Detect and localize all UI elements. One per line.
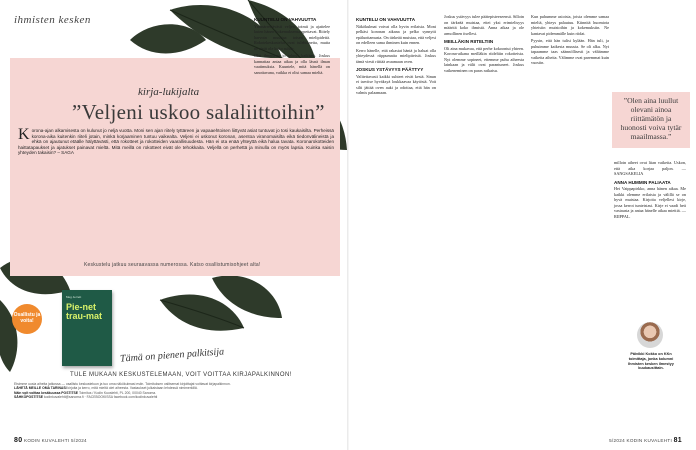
paragraph: Olet ilmeisesti jo tehnyt kaikkesi. Joskus kannattaa antaa aikaa ja olla läsnä ilman vaatimuksia. Kuuntele, mitä hänellä on sanottavana, vaikka et olisi samaa mieltä. bbox=[254, 53, 330, 75]
drop-cap: K bbox=[18, 126, 30, 143]
paragraph: Joskus ystävyys tulee päätepisteeseensä. Silloin on tärkeää muistaa, ettei yksi erimielisyys määritä koko ihmistä. Anna aikaa ja ole armollinen itsellesi. bbox=[444, 14, 524, 36]
paragraph: Kun puhumme asioista, joista olemme samaa mieltä, yhteys palautuu. Kiinnitä huomiota yhteisiin muistoihin ja kokemuksiin. Ne kantavat pidemmälle kuin riidat. bbox=[531, 14, 609, 36]
columnist-avatar bbox=[637, 322, 663, 348]
paragraph: Valitettavasti kaikki suhteet eivät kestä. Sinun ei tarvitse hyväksyä loukkaavaa käytöstä. Voit silti jättää oven auki ja odottaa, että hän on valmis palaamaan. bbox=[356, 73, 436, 95]
subheading: KUUNTELU ON VAHVUUTTA bbox=[254, 17, 317, 22]
instructions-intro: Etsimme uusia aiheita jatkossa — osallistu keskusteluun ja tuo oma näkökulmasi esiin. Toimituksen valitsemat kirjoittajat voittavat kirjapalkinnon. bbox=[14, 382, 231, 386]
page-footer-right bbox=[609, 437, 682, 444]
text-column-2 bbox=[356, 14, 436, 98]
subheading: KUNTELU ON VAHVUUTTA bbox=[356, 17, 416, 22]
page-footer-left bbox=[14, 437, 87, 444]
paragraph: Pyysin, että hän tulisi kylään. Hän tuli, ja puhuimme kaikesta muusta. Se oli alku. Nyt tapaamme taas säännöllisesti ja vältämme vaikeita aiheita. Välimme ovat paremmat kuin vuosiin. bbox=[531, 38, 609, 65]
subheading: MEILLÄKIN RIITELTIIN bbox=[444, 39, 494, 44]
prize-title: Tämä on pienen palkitsija bbox=[119, 346, 225, 365]
participation-note: Keskustelu jatkuu seuraavassa numerossa. Katso osallistumisohjeet alta! bbox=[84, 262, 261, 268]
article-intro bbox=[18, 128, 334, 156]
book-author: Meg Jerrett bbox=[66, 295, 82, 299]
prize-tagline: TULE MUKAAN KESKUSTELEMAAN, VOIT VOITTAA KIRJAPALKINNON! bbox=[70, 372, 292, 378]
page-gutter bbox=[347, 0, 349, 450]
instructions-label-email: SÄHKÖPOSTITSE bbox=[14, 395, 44, 400]
subheading: JOSKUS YSTÄVYYS PÄÄTTYY bbox=[356, 67, 424, 72]
page-number-left: 80 bbox=[14, 437, 23, 444]
paragraph: Kerro hänelle, että rakastat häntä ja haluat olla yhteydessä riippumatta mielipiteistä. Joskus tämä viesti riittää avaamaan oven. bbox=[356, 47, 436, 64]
text-column-1 bbox=[254, 14, 330, 77]
text-column-3 bbox=[444, 14, 524, 75]
subheading: ANNA HUMMIN PALIAATA bbox=[614, 179, 671, 185]
instructions-email: kodinkuvalehti@sanoma.fi · FACEBOOKISSA facebook.com/kodinkuvalehti bbox=[43, 395, 158, 400]
article-headline: ”Veljeni uskoo salaliittoihin” bbox=[72, 100, 325, 124]
text-column-5 bbox=[614, 160, 686, 221]
publication-right: 5/2024 KODIN KUVALEHTI bbox=[609, 438, 673, 443]
pull-quote-text: ”Olen aina luullut olevani ainoa riittämätön ja huonosti voiva tytär maailmassa.” bbox=[620, 96, 682, 141]
page-number-right: 81 bbox=[673, 437, 682, 444]
article-kicker: kirja-lukijalta bbox=[138, 86, 200, 98]
paragraph: Ymmärrettävästi veljesi toimii ja ajattelee kuten hänen kokemuksensa opettavat. Riitely harvoin muuttaa toisen mielipidettä. Rokotekeskustelut ovat tulehtuneita, mutta ne eivät ole koko suhde. bbox=[254, 23, 330, 51]
paragraph: Oli aina mukavaa, että perhe kokoontui yhteen. Korona-aikana meilläkin riideltiin rokotteista. Nyt olemme sopineet, ettemme puhu aiheesta lainkaan ja välit ovat parantuneet. Joskus vaikeneminen on paras ratkaisu. bbox=[444, 45, 524, 73]
book-cover bbox=[62, 290, 112, 366]
contest-instructions bbox=[14, 382, 340, 400]
publication-left: KODIN KUVALEHTI 5/2024 bbox=[23, 438, 87, 443]
section-title: ihmisten kesken bbox=[14, 14, 91, 26]
paragraph: Näkökulmat voivat olla hyvin erilaisia. Moni pelkäsi koronan aikana ja pelko synnytti epäluottamusta. On tärkeää muistaa, että veljesi on edelleen sama ihminen kuin ennen. bbox=[356, 23, 436, 45]
contest-badge: Osallistu ja voita! bbox=[12, 304, 42, 334]
intro-text: orona-ajan alkamisesta on kulunut jo neljä vuotta. Moni sen ajan riitely tyttäreen ja vapaaehtoisen liittyvät asiat tuntuvat jo tosi kaukaisilta. Perheissä korona-aika kuitenkin riiteli jotain, minkä korjaaminen tuntuu vaikealta. Veljeni ei uskonut koronan, asentoa viranomaisilta eikä tiedonvälineistä ja ehkä on ajautunut etäälle hälyttävästi, että rokotteet ja rokotteiden vaarallisuudesta. Hän ei ota enää yhteyttä eikä halua tavata. Koronarokotteiden haittatapaukset ja ajatukset painavat mieltä. Mitä meillä on rokotteet eivät ole tehokkaita. Veljellä on perhettä ja minulla on myös lapsia. Kuinka saisin yhteyden takaisin? bbox=[18, 128, 334, 156]
pull-quote bbox=[612, 92, 690, 148]
columnist-caption: Päivikki Kokko on KKn toimittaja, jonka kolumni Ihmisten kesken ilmestyy kuukausittain. bbox=[628, 352, 674, 371]
instructions-label-story: LÄHETÄ MEILLE OMA TARINASI bbox=[14, 386, 67, 391]
intro-signature: – SAGA bbox=[57, 150, 74, 156]
instructions-story: kirjoita ja kerro, mitä mieltä olet aiheesta. Vastaukset julkaistaan lehdessä nimimerkillä. bbox=[67, 386, 198, 391]
book-title: Pie-net trau-mat bbox=[66, 302, 103, 321]
paragraph: milloin aiheet ovat liian vaikeita. Uskon, että aika korjaa paljon. — SANGSAKELIA bbox=[614, 160, 686, 176]
paragraph: Hei Vaippapirkko, anna hänen aikaa. Me kaikki olemme erilaisia ja välillä se on hyvä muistaa. Kirjoita veljellesi kirje, jossa kerrot tunteistasi. Kirje ei vaadi heti vastausta ja antaa hänelle aikaa miettiä. — RIIPPAL. bbox=[614, 186, 686, 219]
instructions-label-post: Näin voit voittaa kesäkuussa POSTITSE bbox=[14, 390, 79, 395]
instructions-post: Toimitus / Kodin Kuvalehti, PL 200, 00040 Sanoma. bbox=[78, 390, 157, 395]
text-column-4 bbox=[531, 14, 609, 68]
